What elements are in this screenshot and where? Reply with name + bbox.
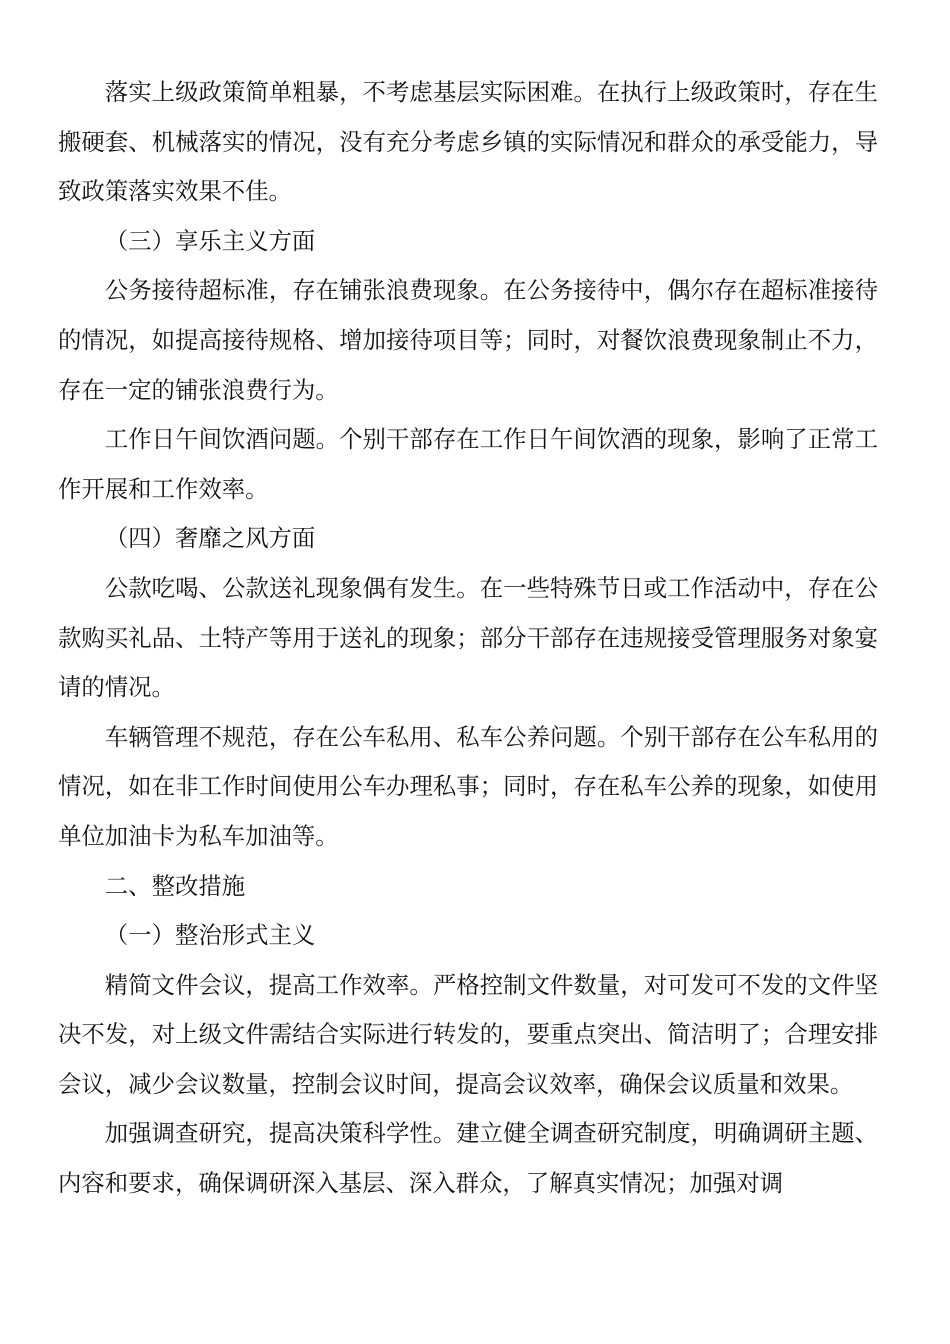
document-page (58, 68, 878, 1209)
paragraph-reception-standards: 公务接待超标准，存在铺张浪费现象。在公务接待中，偶尔存在超标准接待的情况，如提高接待规格、增加接待项目等；同时，对餐饮浪费现象制止不力，存在一定的铺张浪费行为。 (58, 276, 878, 404)
paragraph-policy-implementation: 落实上级政策简单粗暴，不考虑基层实际困难。在执行上级政策时，存在生搬硬套、机械落实的情况，没有充分考虑乡镇的实际情况和群众的承受能力，导致政策落实效果不佳。 (58, 78, 878, 206)
paragraph-vehicle-management: 车辆管理不规范，存在公车私用、私车公养问题。个别干部存在公车私用的情况，如在非工作时间使用公车办理私事；同时，存在私车公养的现象，如使用单位加油卡为私车加油等。 (58, 722, 878, 850)
paragraph-streamline-documents: 精简文件会议，提高工作效率。严格控制文件数量，对可发可不发的文件坚决不发，对上级文件需结合实际进行转发的，要重点突出、简洁明了；合理安排会议，减少会议数量，控制会议时间，提高会议效率，确保会议质量和效果。 (58, 970, 878, 1098)
paragraph-investigation-research: 加强调查研究，提高决策科学性。建立健全调查研究制度，明确调研主题、内容和要求，确保调研深入基层、深入群众，了解真实情况；加强对调 (58, 1119, 878, 1198)
section-heading-hedonism: （三）享乐主义方面 (104, 226, 316, 255)
section-heading-extravagance: （四）奢靡之风方面 (104, 524, 316, 553)
section-heading-rectification: 二、整改措施 (104, 871, 246, 900)
paragraph-public-funds-gifts: 公款吃喝、公款送礼现象偶有发生。在一些特殊节日或工作活动中，存在公款购买礼品、土特产等用于送礼的现象；部分干部存在违规接受管理服务对象宴请的情况。 (58, 573, 878, 702)
subsection-heading-formalism: （一）整治形式主义 (104, 921, 316, 950)
paragraph-lunch-drinking: 工作日午间饮酒问题。个别干部存在工作日午间饮酒的现象，影响了正常工作开展和工作效率。 (58, 425, 878, 503)
